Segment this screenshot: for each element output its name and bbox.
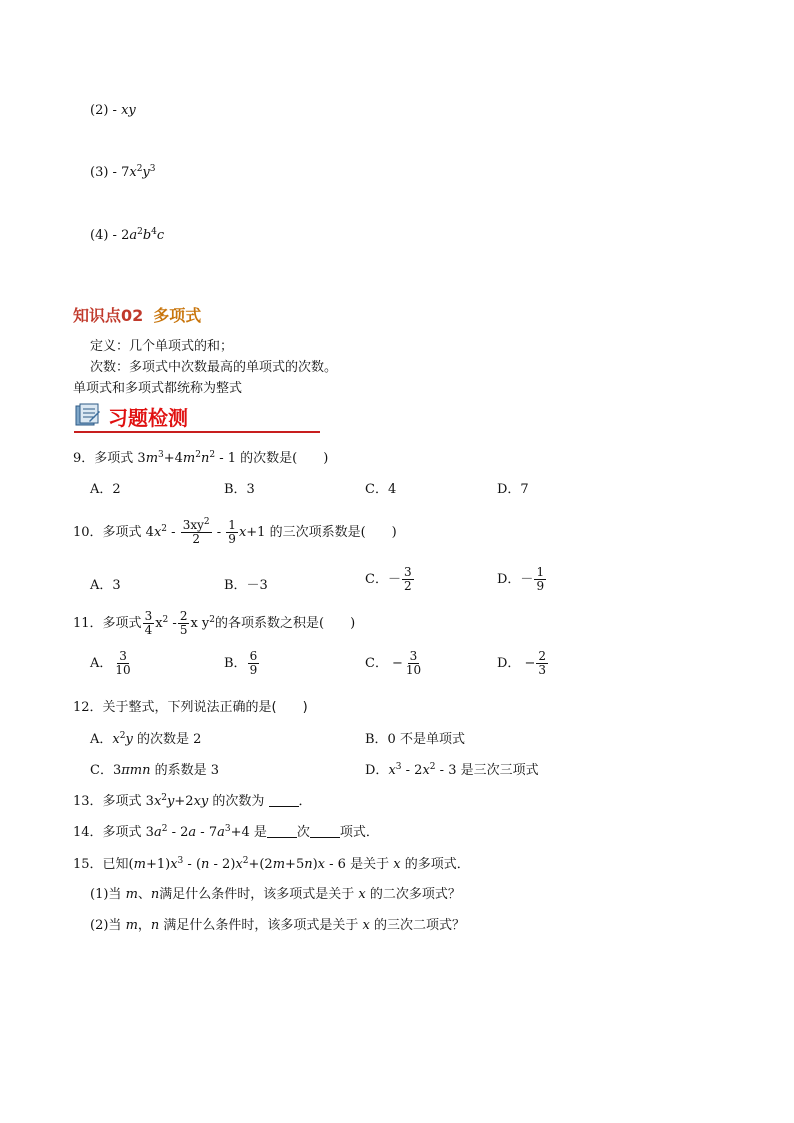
q15-subquestion-2: (2)当 m，n 满足什么条件时，该多项式是关于 x 的三次二项式？ <box>90 918 466 933</box>
q9-option-d[interactable]: D．7 <box>497 482 529 497</box>
prev-item-4: $(4) - 2a^2b^4c$ <box>90 227 165 243</box>
q9-option-a[interactable]: A．2 <box>90 482 121 497</box>
banner-underline <box>74 431 320 433</box>
q11-option-a[interactable]: A． $\frac{3}{10}$ <box>90 649 131 677</box>
q12-option-a[interactable]: A．$x^2y$ 的次数是 2 <box>90 731 202 747</box>
exercise-icon <box>75 403 101 427</box>
section-heading <box>73 303 201 326</box>
prev-item-3: $(3) - 7x^2y^3$ <box>90 164 156 180</box>
q10-option-d[interactable]: D．－ $\frac{1}{9}$ <box>497 565 545 593</box>
q9-option-c[interactable]: C．4 <box>365 482 397 497</box>
question-9: 9．多项式 $3m^3+4m^2n^2 - 1$ 的次数是( ) <box>73 450 329 466</box>
note-text: 单项式和多项式都统称为整式 <box>73 381 243 396</box>
question-13: 13．多项式 $3x^2y+2xy$ 的次数为 ． <box>73 793 312 809</box>
q15-subquestion-1: (1)当 m、n满足什么条件时，该多项式是关于 x 的二次多项式？ <box>90 887 461 902</box>
q10-option-a[interactable]: A．3 <box>90 578 121 593</box>
question-12: 12．关于整式，下列说法正确的是( ) <box>73 700 308 715</box>
q14-terms-blank[interactable] <box>310 825 340 838</box>
q10-option-c[interactable]: C．－ $\frac{3}{2}$ <box>365 565 412 593</box>
q10-fraction-2: $\frac{1}{9}$ <box>228 518 236 546</box>
q13-answer-blank[interactable] <box>269 794 299 807</box>
q12-option-c[interactable]: C．3πmn 的系数是 3 <box>90 763 220 778</box>
section-label: 知识点02 <box>73 306 144 325</box>
q10-option-b[interactable]: B．－3 <box>224 578 268 593</box>
q11-option-c[interactable]: C． − $\frac{3}{10}$ <box>365 649 422 677</box>
banner-title: 习题检测 <box>108 406 188 430</box>
q12-option-d[interactable]: D．$x^3 - 2x^2 - 3$ 是三次三项式 <box>365 762 539 778</box>
definition-text: 定义：几个单项式的和； <box>90 339 234 354</box>
question-10: 10．多项式 $4x^2$ - $\frac{3xy^2}{2}$ - $\frac{1}{9}$ x+1 的三次项系数是( ) <box>73 517 397 546</box>
q14-degree-blank[interactable] <box>267 825 297 838</box>
question-14: 14．多项式 $3a^2 - 2a - 7a^3+4$ 是 次 项式． <box>73 824 379 840</box>
question-11: 11．多项式 $\frac{3}{4}$ $x^2$ - $\frac{2}{5}$ x $y^2$的各项系数之积是( ) <box>73 609 356 637</box>
degree-text: 次数：多项式中次数最高的单项式的次数。 <box>90 360 338 375</box>
prev-item-2: (2) - xy <box>90 103 136 118</box>
q12-option-b[interactable]: B．0 不是单项式 <box>365 732 465 747</box>
q11-option-b[interactable]: B． $\frac{6}{9}$ <box>224 649 258 677</box>
q9-option-b[interactable]: B．3 <box>224 482 255 497</box>
q10-fraction-1: $\frac{3xy^2}{2}$ <box>182 517 210 546</box>
q11-option-d[interactable]: D． − $\frac{2}{3}$ <box>497 649 546 677</box>
section-title: 多项式 <box>153 306 202 325</box>
question-15: 15．已知$(m+1)x^3 - (n - 2)x^2+(2m+5n)x - 6$ 是关于 x 的多项式． <box>73 856 470 872</box>
